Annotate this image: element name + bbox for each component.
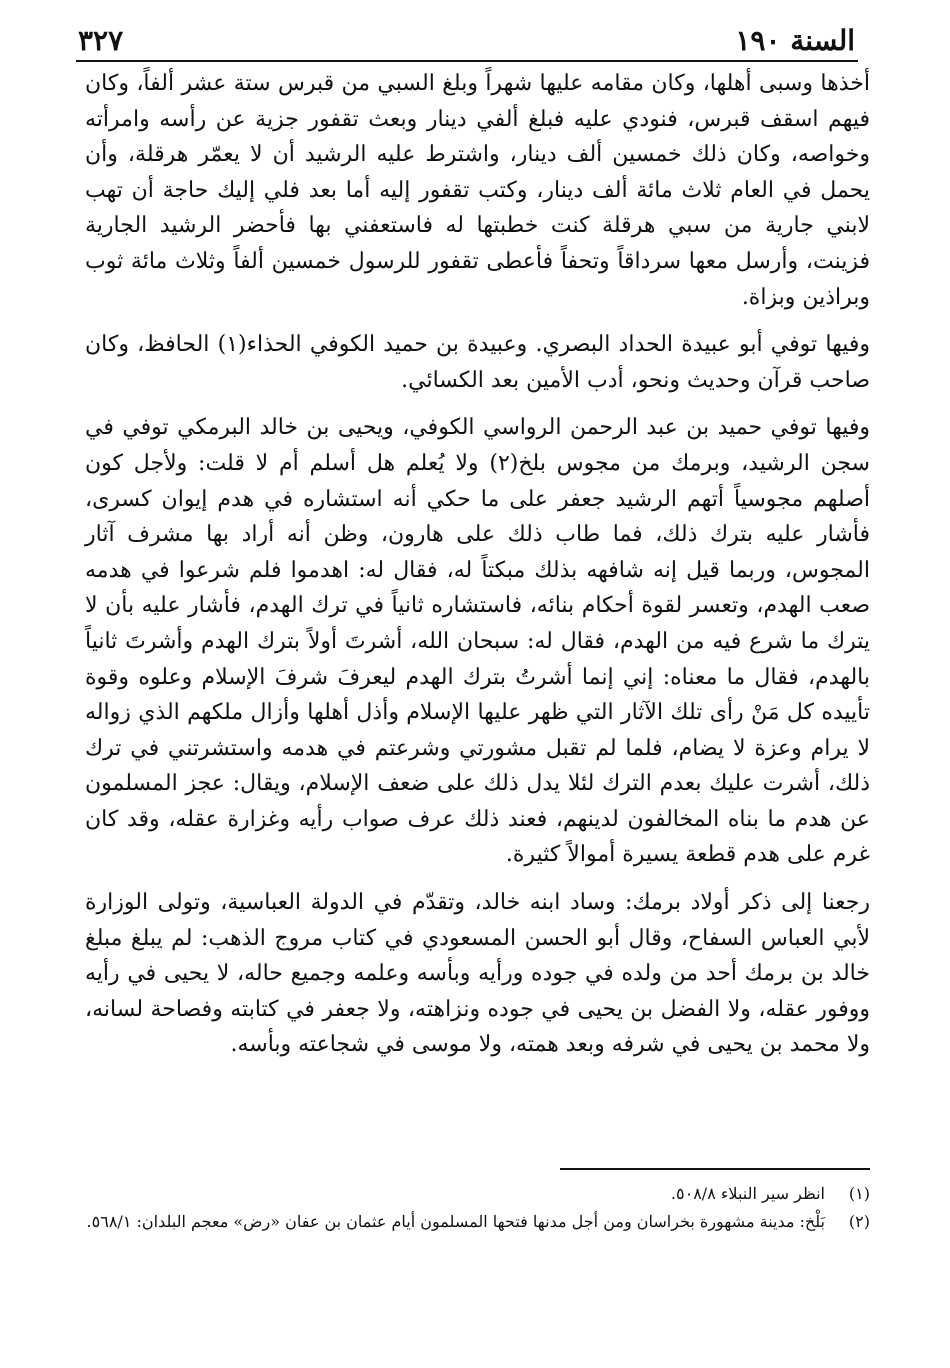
- footnote-text: بَلْخ: مدينة مشهورة بخراسان ومن أجل مدنها فتحها المسلمون أيام عثمان بن عفان «رض» معجم البلدان: ٥٦٨/١.: [86, 1212, 825, 1231]
- paragraph: أخذها وسبى أهلها، وكان مقامه عليها شهراً وبلغ السبي من قبرس ستة عشر ألفاً، وكان فيهم اسقف قبرس، فنودي عليه فبلغ ألفي دينار وبعث تقفور جزية عن رأسه وامرأته وخواصه، وكان ذلك خمسين ألف دينار، واشترط عليه الرشيد أن لا يعمّر هرقلة، وأن يحمل في العام ثلاث مائة ألف دينار، وكتب تقفور إليه أما بعد فلي إليك حاجة أن تهب لابني جارية من سبي هرقلة كنت خطبتها له فاستعفني بها فأحضر الرشيد الجارية فزينت، وأرسل معها سرداقاً وتحفاً فأعطى تقفور للرسول خمسين ألفاً وثلاث مائة ثوب وبراذين وبزاة.: [85, 71, 870, 310]
- footnote: [85, 1180, 870, 1208]
- page-header: [78, 22, 855, 58]
- paragraph: وفيها توفي حميد بن عبد الرحمن الرواسي الكوفي، ويحيى بن خالد البرمكي توفي في سجن الرشيد، وبرمك من مجوس بلخ(٢) ولا يُعلم هل أسلم أم لا قلت: ولأجل كون أصلهم مجوسياً أتهم الرشيد جعفر على ما حكي أنه استشاره في هدم إيوان كسرى، فأشار عليه بترك ذلك، فما طاب ذلك على هارون، وظن أنه أراد بها مشرف آثار المجوس، وربما قيل إنه شافهه بذلك مبكتاً له، فقال له: اهدموا فلم شرعوا في هدمه صعب الهدم، وتعسر لقوة أحكام بنائه، فاستشاره ثانياً في ترك الهدم، فأشار عليه بأن لا يترك ما شرع فيه من الهدم، فقال له: سبحان الله، أشرتَ أولاً بترك الهدم وأشرتَ ثانياً بالهدم، فقال ما معناه: إني إنما أشرتُ بترك الهدم ليعرفَ شرفَ الإسلام وعلوه وقوة تأييده كل مَنْ رأى تلك الآثار التي ظهر عليها الإسلام وأذل أهلها وأزال ملكهم الذي زواله لا يرام وعزة لا يضام، فلما لم تقبل مشورتي وشرعتم في هدمه واستشرتني في ترك ذلك، أشرت عليك بعدم الترك لئلا يدل ذلك على ضعف الإسلام، ويقال: عجز المسلمون عن هدم ما بناه المخالفون لدينهم، فعند ذلك عرف صواب رأيه وغزارة عقله، وقد كان غرم على هدم قطعة يسيرة أموالاً كثيرة.: [85, 415, 870, 868]
- year-title: السنة ١٩٠: [735, 23, 855, 57]
- header-rule: [76, 60, 858, 62]
- footnotes: [85, 1180, 870, 1236]
- main-text: [85, 66, 870, 1063]
- paragraph: رجعنا إلى ذكر أولاد برمك: وساد ابنه خالد، وتقدّم في الدولة العباسية، وتولى الوزارة لأبي العباس السفاح، وقال أبو الحسن المسعودي في كتاب مروج الذهب: لم يبلغ مبلغ خالد بن برمك أحد من ولده في جوده ورأيه وبأسه وعلمه وجميع حاله، لا يحيى في رأيه ووفور عقله، ولا الفضل بن يحيى في جوده ونزاهته، ولا جعفر في كتابته وفصاحة لسانه، ولا محمد بن يحيى في شرفه وبعد همته، ولا موسى في شجاعته وبأسه.: [85, 890, 870, 1058]
- footnote-text: انظر سير النبلاء ٥٠٨/٨.: [670, 1184, 825, 1203]
- page-number: ٣٢٧: [78, 23, 124, 57]
- paragraph: وفيها توفي أبو عبيدة الحداد البصري. وعبيدة بن حميد الكوفي الحذاء(١) الحافظ، وكان صاحب قرآن وحديث ونحو، أدب الأمين بعد الكسائي.: [85, 332, 870, 393]
- footnote-rule: [560, 1168, 870, 1170]
- footnote: [85, 1208, 870, 1236]
- footnote-number: (٢): [848, 1212, 870, 1231]
- footnote-number: (١): [848, 1184, 870, 1203]
